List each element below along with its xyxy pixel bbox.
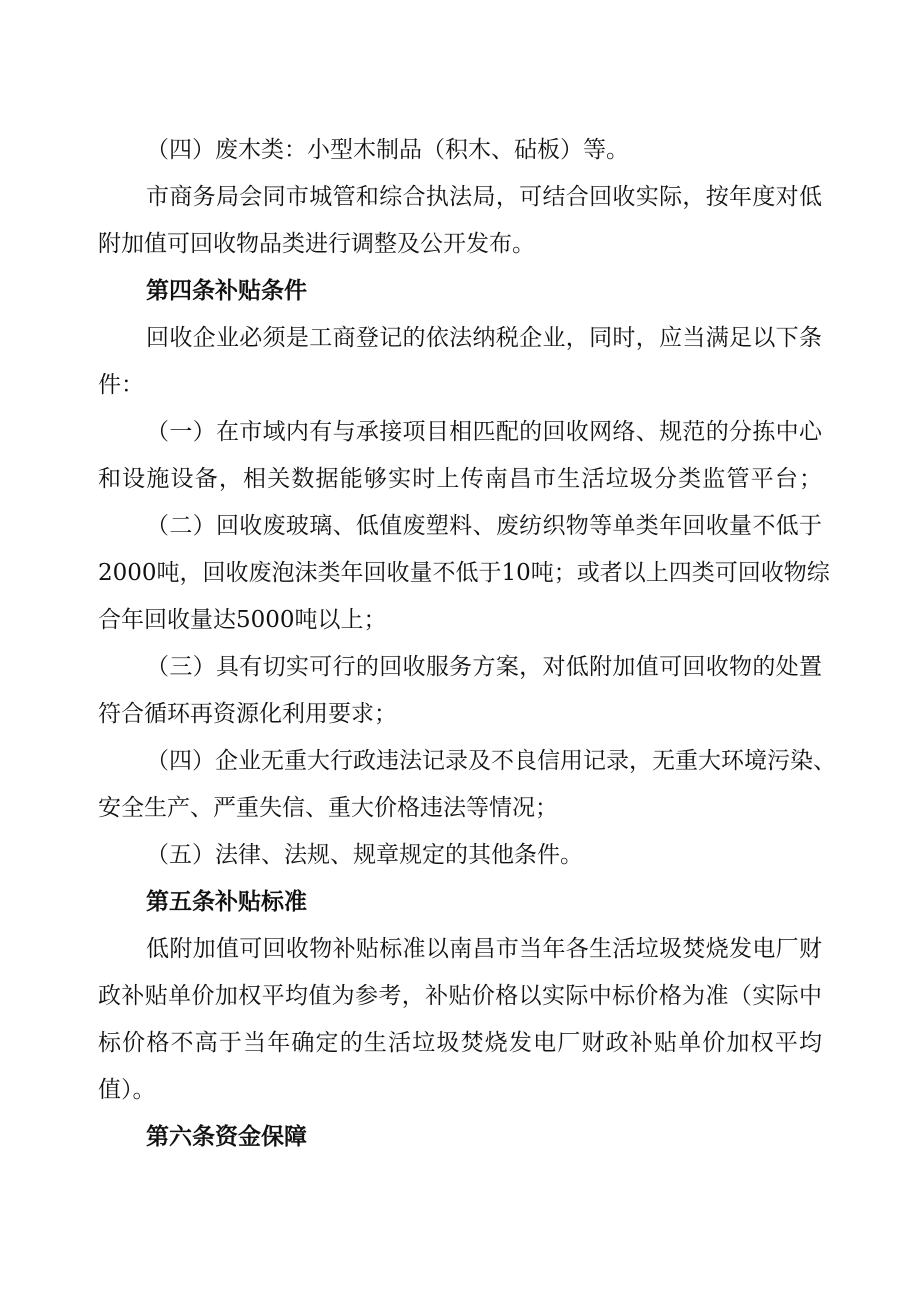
section-heading: 第六条资金保障 — [146, 1124, 307, 1150]
paragraph-line: 低附加值可回收物补贴标准以南昌市当年各生活垃圾焚烧发电厂财 — [146, 936, 822, 962]
section-heading: 第四条补贴条件 — [146, 278, 307, 304]
paragraph-line: （三）具有切实可行的回收服务方案，对低附加值可回收物的处置 — [146, 654, 822, 680]
paragraph-line: 和设施设备，相关数据能够实时上传南昌市生活垃圾分类监管平台； — [98, 466, 822, 492]
paragraph-line: 回收企业必须是工商登记的依法纳税企业，同时，应当满足以下条 — [146, 325, 822, 351]
paragraph-line: 合年回收量达5000吨以上； — [98, 607, 387, 633]
paragraph-line: 安全生产、严重失信、重大价格违法等情况； — [98, 795, 558, 821]
paragraph-line: 值）。 — [98, 1077, 156, 1103]
paragraph-line: （一）在市域内有与承接项目相匹配的回收网络、规范的分拣中心 — [146, 419, 822, 445]
paragraph-line: （四）废木类：小型木制品（积木、砧板）等。 — [146, 137, 629, 163]
section-heading: 第五条补贴标准 — [146, 889, 307, 915]
paragraph-line: 附加值可回收物品类进行调整及公开发布。 — [98, 231, 535, 257]
paragraph-line: （五）法律、法规、规章规定的其他条件。 — [146, 842, 583, 868]
paragraph-line: 市商务局会同市城管和综合执法局，可结合回收实际，按年度对低 — [146, 184, 822, 210]
paragraph-line: （二）回收废玻璃、低值废塑料、废纺织物等单类年回收量不低于 — [146, 513, 822, 539]
paragraph-line: 2000吨，回收废泡沫类年回收量不低于10吨；或者以上四类可回收物综 — [98, 560, 830, 586]
paragraph-line: 标价格不高于当年确定的生活垃圾焚烧发电厂财政补贴单价加权平均 — [98, 1030, 822, 1056]
paragraph-line: （四）企业无重大行政违法记录及不良信用记录，无重大环境污染、 — [146, 748, 836, 774]
paragraph-line: 符合循环再资源化利用要求； — [98, 701, 397, 727]
paragraph-line: 件： — [98, 372, 144, 398]
paragraph-line: 政补贴单价加权平均值为参考，补贴价格以实际中标价格为准（实际中 — [98, 983, 822, 1009]
